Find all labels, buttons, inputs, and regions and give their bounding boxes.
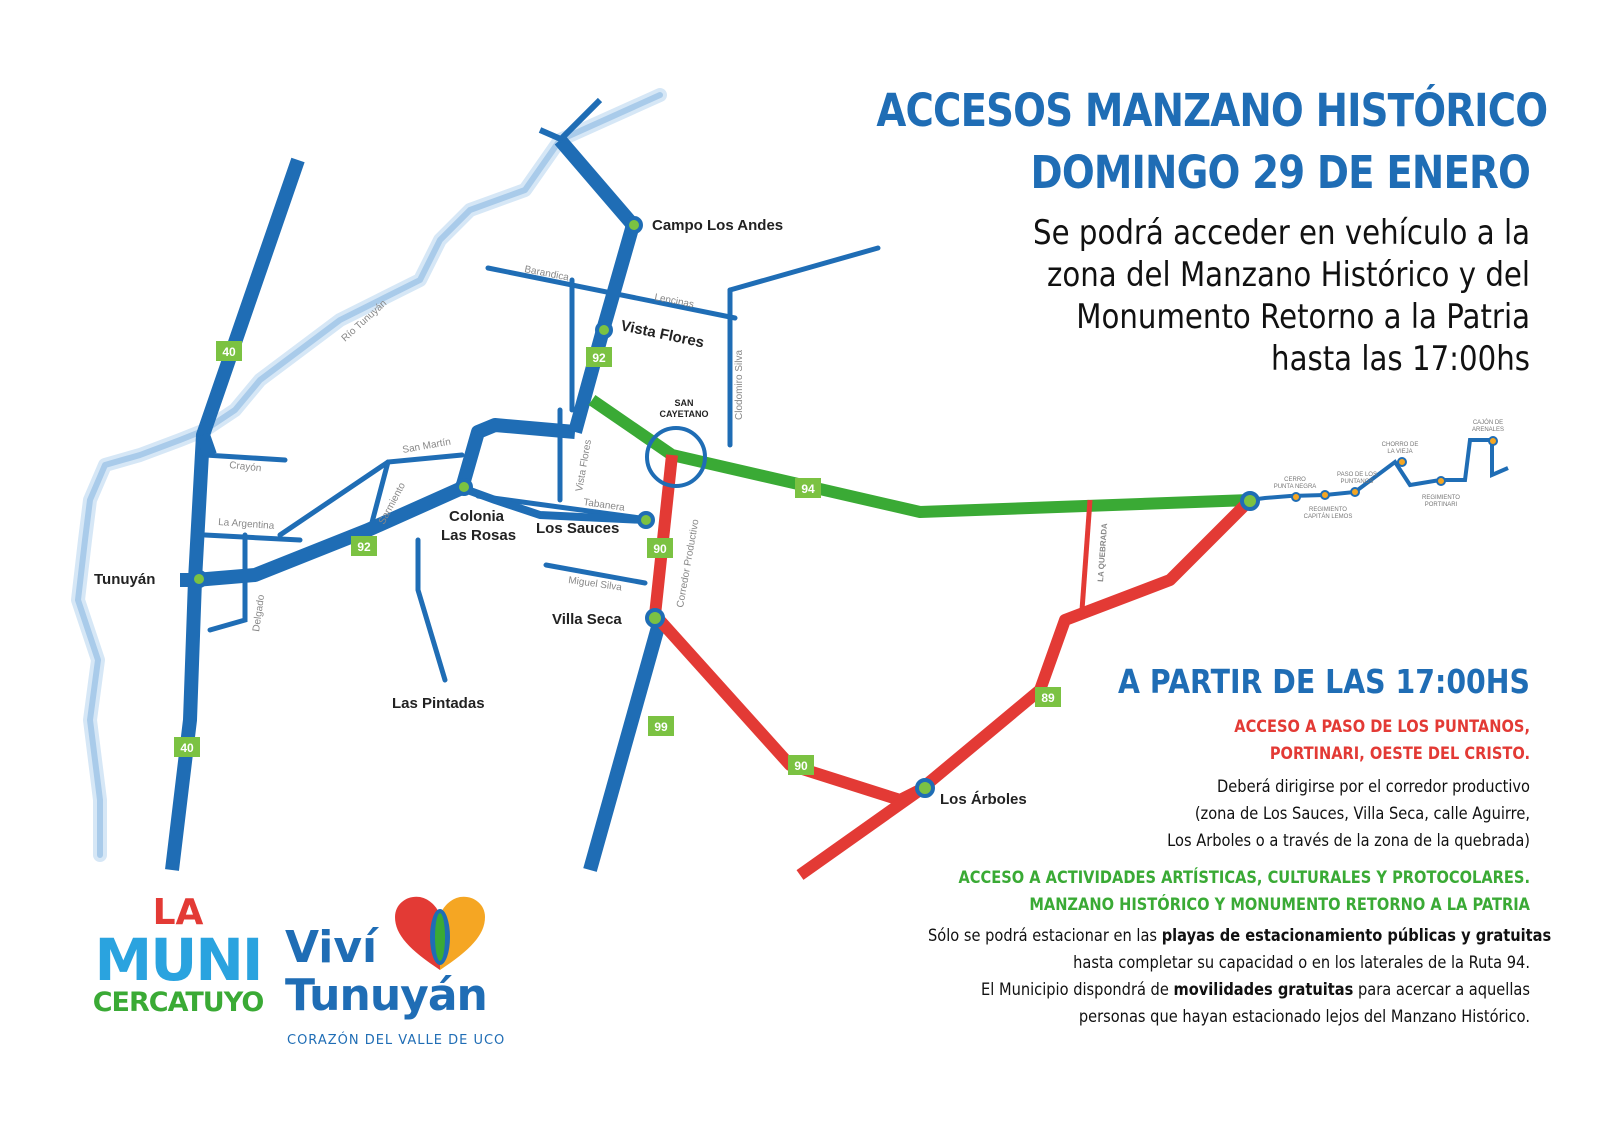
svg-text:REGIMIENTO: REGIMIENTO — [1309, 507, 1347, 513]
mountain-road — [1250, 440, 1508, 500]
green-body-line-3: El Municipio dispondrá de movilidades gratuitas para acercar a aquellas — [981, 980, 1530, 1000]
badge-90-north — [647, 538, 673, 558]
label-clodomiro: Clodomiro Silva — [734, 349, 745, 420]
marker-manzano — [1242, 493, 1258, 509]
badge-94 — [795, 478, 821, 498]
label-las-rosas: Las Rosas — [441, 527, 517, 544]
la-muni-logo: LA MUNI CERCATUYO — [92, 892, 264, 1018]
svg-text:LA VIEJA: LA VIEJA — [1387, 449, 1413, 455]
street-la-quebrada — [1082, 500, 1090, 610]
label-vista-flores-st: Vista Flores — [574, 438, 595, 493]
svg-text:90: 90 — [653, 542, 667, 556]
svg-text:PORTINARI: PORTINARI — [1424, 502, 1458, 508]
svg-text:92: 92 — [592, 351, 606, 365]
svg-text:94: 94 — [801, 482, 815, 496]
marker-tunuyan — [192, 572, 206, 586]
svg-text:REGIMIENTO: REGIMIENTO — [1422, 495, 1460, 501]
street-las-pintadas — [418, 540, 445, 680]
badge-92-west — [351, 536, 377, 556]
street-la-argentina — [205, 535, 300, 540]
marker-campo-los-andes — [627, 218, 641, 232]
label-las-pintadas: Las Pintadas — [392, 695, 485, 712]
svg-text:PUNTANOS: PUNTANOS — [1340, 479, 1374, 485]
label-colonia: Colonia — [449, 508, 504, 525]
svg-text:CAPITÁN LEMOS: CAPITÁN LEMOS — [1303, 514, 1353, 520]
route-40 — [172, 160, 298, 870]
svg-text:CHORRO DE: CHORRO DE — [1381, 442, 1419, 448]
svg-text:PUNTA NEGRA: PUNTA NEGRA — [1273, 484, 1317, 490]
main-routes — [172, 100, 660, 870]
subtitle — [876, 212, 1530, 380]
subtitle-line: Monumento Retorno a la Patria — [1076, 297, 1530, 337]
page-title-line2: DOMINGO 29 DE ENERO — [1030, 146, 1530, 199]
label-crayon: Crayón — [228, 460, 262, 475]
label-los-sauces: Los Sauces — [536, 520, 620, 537]
green-body-line-4: personas que hayan estacionado lejos del Manzano Histórico. — [1078, 1007, 1530, 1027]
green-body-line-1: Sólo se podrá estacionar en las playas de estacionamiento públicas y gratuitas — [928, 926, 1552, 946]
info-heading: A PARTIR DE LAS 17:00HS — [1118, 662, 1530, 701]
marker-villa-seca — [647, 610, 663, 626]
svg-text:CERRO: CERRO — [1284, 477, 1306, 483]
red-access-line: PORTINARI, OESTE DEL CRISTO. — [1269, 744, 1530, 764]
mountain-labels — [1274, 419, 1504, 520]
marker-colonia-las-rosas — [457, 480, 471, 494]
label-la-argentina: La Argentina — [217, 517, 275, 532]
green-access-line: MANZANO HISTÓRICO Y MONUMENTO RETORNO A LA PATRIA — [1029, 895, 1530, 915]
svg-text:99: 99 — [654, 720, 668, 734]
label-delgado: Delgado — [251, 593, 268, 633]
label-cayetano: CAYETANO — [659, 409, 709, 419]
svg-text:CAJÓN DE: CAJÓN DE — [1472, 420, 1504, 426]
label-rio: Río Tunuyán — [339, 298, 390, 345]
street-crayon — [205, 455, 285, 460]
badge-99 — [648, 716, 674, 736]
label-tabanera: Tabanera — [582, 497, 626, 514]
label-campo-los-andes: Campo Los Andes — [652, 217, 784, 234]
red-body-line: Deberá dirigirse por el corredor productivo — [1217, 777, 1530, 797]
label-vista-flores: Vista Flores — [619, 317, 706, 352]
svg-text:90: 90 — [794, 759, 808, 773]
badge-90-south — [788, 755, 814, 775]
marker-los-sauces — [639, 513, 653, 527]
red-access-line: ACCESO A PASO DE LOS PUNTANOS, — [1234, 717, 1530, 737]
svg-text:ARENALES: ARENALES — [1471, 427, 1505, 433]
info-panel — [830, 660, 1552, 1031]
marker-vista-flores — [597, 323, 611, 337]
svg-text:92: 92 — [357, 540, 371, 554]
label-san: SAN — [674, 398, 694, 408]
subtitle-line: Se podrá acceder en vehículo a la — [1033, 213, 1530, 253]
red-body-line: Los Arboles o a través de la zona de la quebrada) — [1167, 831, 1530, 851]
svg-text:40: 40 — [222, 345, 236, 359]
header — [770, 80, 1548, 380]
route-99 — [590, 620, 660, 870]
heart-icon — [390, 895, 490, 975]
svg-text:89: 89 — [1041, 691, 1055, 705]
green-body-line-2: hasta completar su capacidad o en los laterales de la Ruta 94. — [1073, 953, 1530, 973]
svg-text:40: 40 — [180, 741, 194, 755]
label-sarmiento: Sarmiento — [376, 481, 409, 527]
label-lencinas: Lencinas — [653, 292, 695, 311]
label-miguel-silva: Miguel Silva — [567, 575, 623, 594]
label-corredor: Corredor Productivo — [675, 518, 702, 609]
label-san-martin: San Martín — [401, 436, 452, 456]
badge-40-south — [174, 737, 200, 757]
label-los-arboles: Los Árboles — [940, 791, 1027, 808]
label-tunuyan: Tunuyán — [94, 571, 156, 588]
subtitle-line: hasta las 17:00hs — [1271, 339, 1530, 379]
subtitle-line: zona del Manzano Histórico y del — [1047, 255, 1530, 295]
badge-40-north — [216, 341, 242, 361]
red-body-line: (zona de Los Sauces, Villa Seca, calle Aguirre, — [1194, 804, 1530, 824]
label-barrandica: Barandica — [523, 264, 570, 284]
green-access-line: ACCESO A ACTIVIDADES ARTÍSTICAS, CULTURALES Y PROTOCOLARES. — [958, 868, 1530, 888]
svg-text:PASO DE LOS: PASO DE LOS — [1337, 472, 1377, 478]
page-title-line1: ACCESOS MANZANO HISTÓRICO — [876, 84, 1548, 137]
label-villa-seca: Villa Seca — [552, 611, 622, 628]
badge-92-north — [586, 347, 612, 367]
label-quebrada: LA QUEBRADA — [1096, 522, 1110, 583]
